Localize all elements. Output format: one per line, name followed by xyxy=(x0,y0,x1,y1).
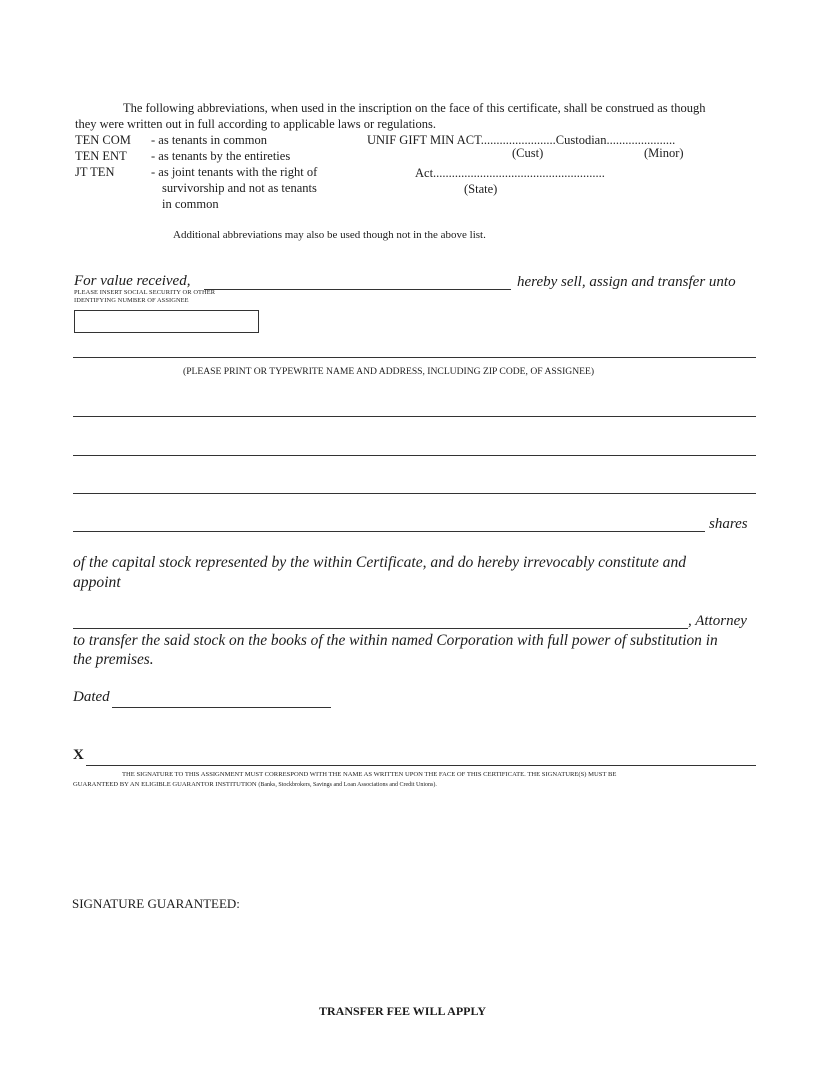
intro-line-2: they were written out in full according to applicable laws or regulations. xyxy=(75,117,436,131)
ssn-label-1: PLEASE INSERT SOCIAL SECURITY OR OTHER xyxy=(74,289,216,296)
assignee-address-line-1[interactable] xyxy=(73,416,756,417)
capital-stock-line-1: of the capital stock represented by the within Certificate, and do hereby irrevocably constitute and xyxy=(73,554,687,571)
abbr-jt-ten-meaning-2: survivorship and not as tenants xyxy=(162,181,317,195)
abbr-ten-ent-meaning: - as tenants by the entireties xyxy=(151,149,291,163)
unif-state-label: (State) xyxy=(464,182,498,196)
transfer-said-stock-line-1: to transfer the said stock on the books of the within named Corporation with full power of substitution in xyxy=(73,632,718,649)
signature-line[interactable] xyxy=(86,765,756,766)
unif-gift-min-act-line: UNIF GIFT MIN ACT........................Custodian...................... xyxy=(367,133,676,147)
attorney-label: , Attorney xyxy=(688,613,747,629)
abbr-ten-com: TEN COM xyxy=(75,133,131,147)
abbr-jt-ten-meaning-3: in common xyxy=(162,197,219,211)
assignor-line[interactable] xyxy=(204,289,511,290)
additional-abbreviations-note: Additional abbreviations may also be used though not in the above list. xyxy=(173,229,486,241)
abbr-ten-com-meaning: - as tenants in common xyxy=(151,133,267,147)
signature-notice-line-1: THE SIGNATURE TO THIS ASSIGNMENT MUST CORRESPOND WITH THE NAME AS WRITTEN UPON THE FACE OF THIS CERTIFICATE. THE SIGNATURE(S) MUST BE xyxy=(122,771,617,778)
signature-x-mark: X xyxy=(73,747,84,763)
signature-guaranteed-label: SIGNATURE GUARANTEED: xyxy=(72,896,240,911)
intro-line-1: The following abbreviations, when used in the inscription on the face of this certificate, shall be construed as though xyxy=(123,101,706,115)
assignee-name-line[interactable] xyxy=(73,357,756,358)
hereby-sell-text: hereby sell, assign and transfer unto xyxy=(517,274,736,290)
unif-cust-label: (Cust) xyxy=(512,146,544,160)
capital-stock-line-2: appoint xyxy=(73,574,121,591)
unif-minor-label: (Minor) xyxy=(644,146,684,160)
attorney-line[interactable] xyxy=(73,628,688,629)
ssn-input-box[interactable] xyxy=(74,310,259,333)
unif-act-line: Act....................................................... xyxy=(415,166,605,180)
shares-line[interactable] xyxy=(73,531,705,532)
abbr-jt-ten-meaning-1: - as joint tenants with the right of xyxy=(151,165,318,179)
abbr-ten-ent: TEN ENT xyxy=(75,149,127,163)
assignee-caption: (PLEASE PRINT OR TYPEWRITE NAME AND ADDRESS, INCLUDING ZIP CODE, OF ASSIGNEE) xyxy=(183,366,595,377)
assignee-address-line-3[interactable] xyxy=(73,493,756,494)
assignee-address-line-2[interactable] xyxy=(73,455,756,456)
ssn-label-2: IDENTIFYING NUMBER OF ASSIGNEE xyxy=(74,297,189,304)
shares-label: shares xyxy=(709,516,748,532)
dated-line[interactable] xyxy=(112,707,331,708)
signature-notice-line-2 xyxy=(73,781,437,788)
signature-notice-guarantor: GUARANTEED BY AN ELIGIBLE GUARANTOR INSTITUTION xyxy=(73,781,257,788)
signature-notice-institutions: (Banks, Stockbrokers, Savings and Loan Associations and Credit Unions). xyxy=(258,782,437,788)
dated-label: Dated xyxy=(73,689,110,705)
abbr-jt-ten: JT TEN xyxy=(75,165,115,179)
transfer-said-stock-line-2: the premises. xyxy=(73,651,154,668)
for-value-received: For value received, xyxy=(74,273,191,289)
transfer-fee-notice: TRANSFER FEE WILL APPLY xyxy=(319,1004,487,1018)
